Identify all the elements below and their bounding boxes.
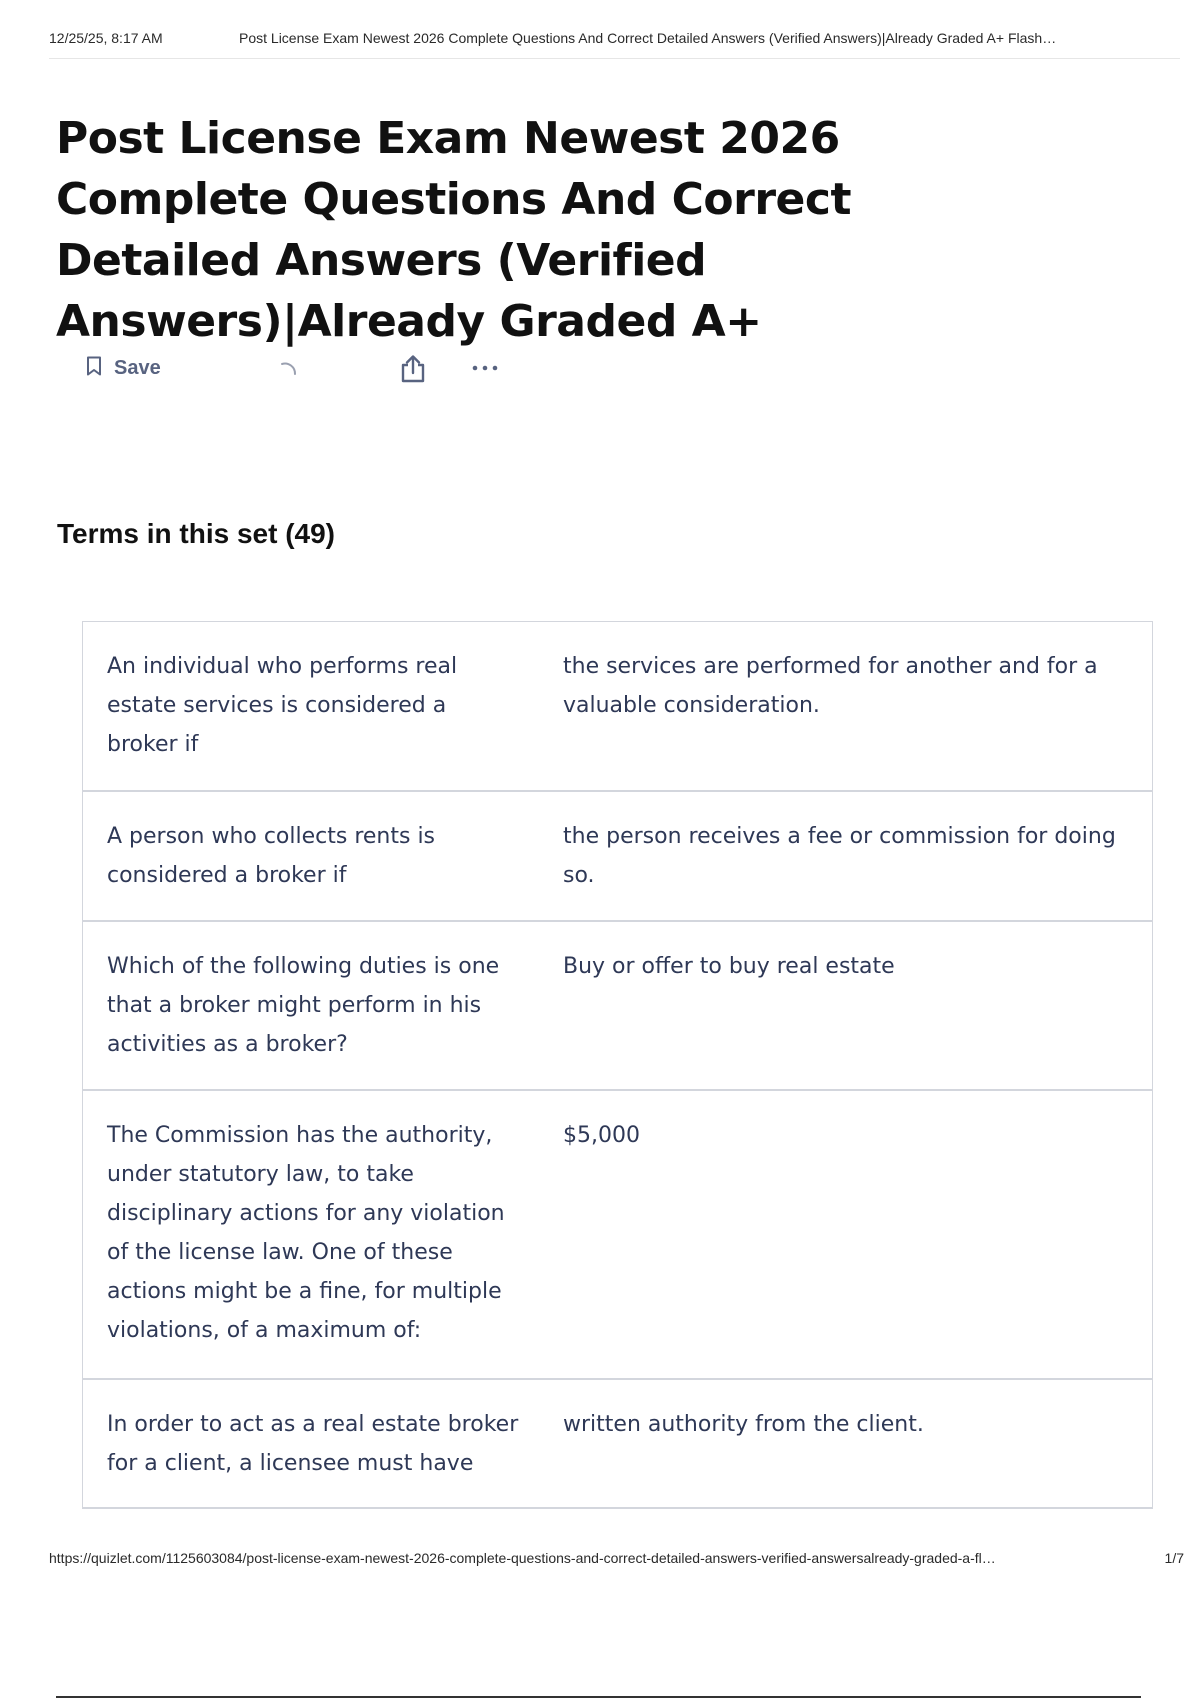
page-title: Post License Exam Newest 2026 Complete Questions And Correct Detailed Answers (Verified Answers)|Already Graded A+	[56, 113, 851, 347]
more-options-button[interactable]	[470, 358, 500, 383]
page-number: 1/7	[1164, 1550, 1184, 1566]
term-question: An individual who performs real estate services is considered a broker if	[107, 654, 458, 757]
save-button-label: Save	[114, 357, 161, 379]
more-icon	[470, 358, 500, 383]
page-divider	[56, 1696, 1141, 1698]
print-doc-title: Post License Exam Newest 2026 Complete Questions And Correct Detailed Answers (Verified Answers)|Already Graded A+ Flash…	[239, 30, 1057, 46]
term-row	[83, 792, 1152, 922]
term-row	[83, 1091, 1152, 1380]
loading-indicator	[276, 360, 300, 389]
term-answer: Buy or offer to buy real estate	[563, 954, 895, 979]
term-question: In order to act as a real estate broker for a client, a licensee must have	[107, 1412, 519, 1476]
term-answer: the services are performed for another and for a valuable consideration.	[563, 654, 1098, 718]
term-question: Which of the following duties is one that a broker might perform in his activities as a broker?	[107, 954, 500, 1057]
print-date: 12/25/25, 8:17 AM	[49, 30, 163, 46]
term-answer: written authority from the client.	[563, 1412, 924, 1437]
share-button[interactable]	[399, 354, 427, 389]
terms-heading: Terms in this set (49)	[57, 518, 336, 549]
print-url: https://quizlet.com/1125603084/post-license-exam-newest-2026-complete-questions-and-correct-detailed-answers-verified-answersalready-graded-a-fl…	[49, 1550, 996, 1566]
spinner-icon	[276, 360, 300, 389]
term-answer: the person receives a fee or commission for doing so.	[563, 824, 1116, 888]
set-toolbar	[86, 356, 536, 390]
print-header	[49, 30, 1180, 59]
term-question: A person who collects rents is considered a broker if	[107, 824, 436, 888]
bookmark-icon	[86, 356, 102, 381]
term-row	[83, 922, 1152, 1091]
terms-list	[82, 621, 1153, 1509]
term-row	[83, 622, 1152, 792]
term-answer: $5,000	[563, 1123, 640, 1148]
save-button[interactable]	[86, 356, 161, 381]
print-footer	[49, 1550, 1184, 1566]
share-icon	[399, 354, 427, 389]
term-row	[83, 1380, 1152, 1509]
term-question: The Commission has the authority, under statutory law, to take disciplinary actions for any violation of the license law. One of these actions might be a fine, for multiple violations, of a maximum of:	[107, 1123, 505, 1343]
